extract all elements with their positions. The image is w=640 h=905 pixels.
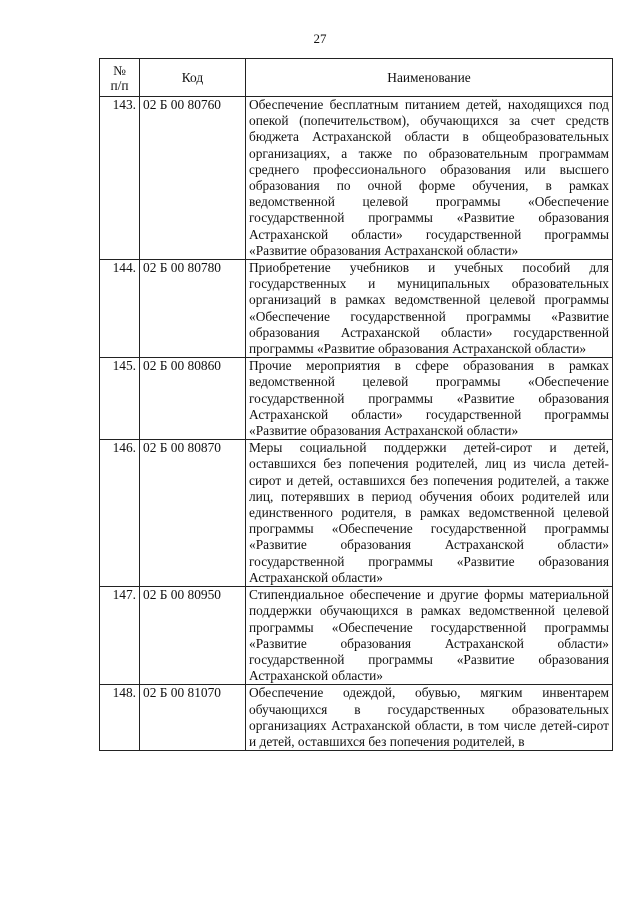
row-name: Обеспечение одеждой, обувью, мягким инвентарем обучающихся в государственных образовательных организациях Астраханской области, в том числе детей-сирот и детей, оставшихся без попечения родителей, в xyxy=(246,685,613,751)
row-name: Прочие мероприятия в сфере образования в рамках ведомственной целевой программы «Обеспечение государственной программы «Развитие образования Астраханской области» государственной программы «Развитие образования Астраханской области» xyxy=(246,358,613,440)
row-name: Меры социальной поддержки детей-сирот и детей, оставшихся без попечения родителей, лиц из числа детей-сирот и детей, оставшихся без попечения родителей, а также лиц, потерявших в период обучения обоих родителей или единственного родителя, в рамках ведомственной целевой программы «Обеспечение государственной программы «Развитие образования Астраханской области» государственной программы «Развитие образования Астраханской области» xyxy=(246,440,613,587)
table-row xyxy=(100,440,613,587)
row-code: 02 Б 00 80870 xyxy=(140,440,246,587)
table-row xyxy=(100,260,613,358)
row-number: 143. xyxy=(100,97,140,260)
header-code: Код xyxy=(140,59,246,97)
table-row xyxy=(100,587,613,685)
table-row xyxy=(100,358,613,440)
table-row xyxy=(100,97,613,260)
header-number-abbrev: п/п xyxy=(110,77,129,93)
row-number: 146. xyxy=(100,440,140,587)
row-number: 144. xyxy=(100,260,140,358)
row-name: Обеспечение бесплатным питанием детей, находящихся под опекой (попечительством), обучающихся за счет средств бюджета Астраханской области в общеобразовательных организациях, а также по образовательным программам среднего профессионального образования или высшего образования по очной форме обучения, в рамках ведомственной целевой программы «Обеспечение государственной программы «Развитие образования Астраханской области» государственной программы «Развитие образования Астраханской области» xyxy=(246,97,613,260)
header-number-sign: № xyxy=(113,62,126,78)
row-code: 02 Б 00 80950 xyxy=(140,587,246,685)
table-row xyxy=(100,685,613,751)
header-row-number xyxy=(100,59,140,97)
row-name: Стипендиальное обеспечение и другие формы материальной поддержки обучающихся в рамках ведомственной целевой программы «Обеспечение государственной программы «Развитие образования Астраханской области» государственной программы «Развитие образования Астраханской области» xyxy=(246,587,613,685)
row-code: 02 Б 00 80760 xyxy=(140,97,246,260)
budget-code-table xyxy=(99,58,613,751)
page-number: 27 xyxy=(313,31,327,46)
table-header-row xyxy=(100,59,613,97)
row-code: 02 Б 00 80860 xyxy=(140,358,246,440)
row-number: 145. xyxy=(100,358,140,440)
row-code: 02 Б 00 80780 xyxy=(140,260,246,358)
header-name: Наименование xyxy=(246,59,613,97)
row-code: 02 Б 00 81070 xyxy=(140,685,246,751)
row-name: Приобретение учебников и учебных пособий для государственных и муниципальных образовательных организаций в рамках ведомственной целевой программы «Обеспечение государственной программы «Развитие образования Астраханской области» государственной программы «Развитие образования Астраханской области» xyxy=(246,260,613,358)
row-number: 148. xyxy=(100,685,140,751)
row-number: 147. xyxy=(100,587,140,685)
